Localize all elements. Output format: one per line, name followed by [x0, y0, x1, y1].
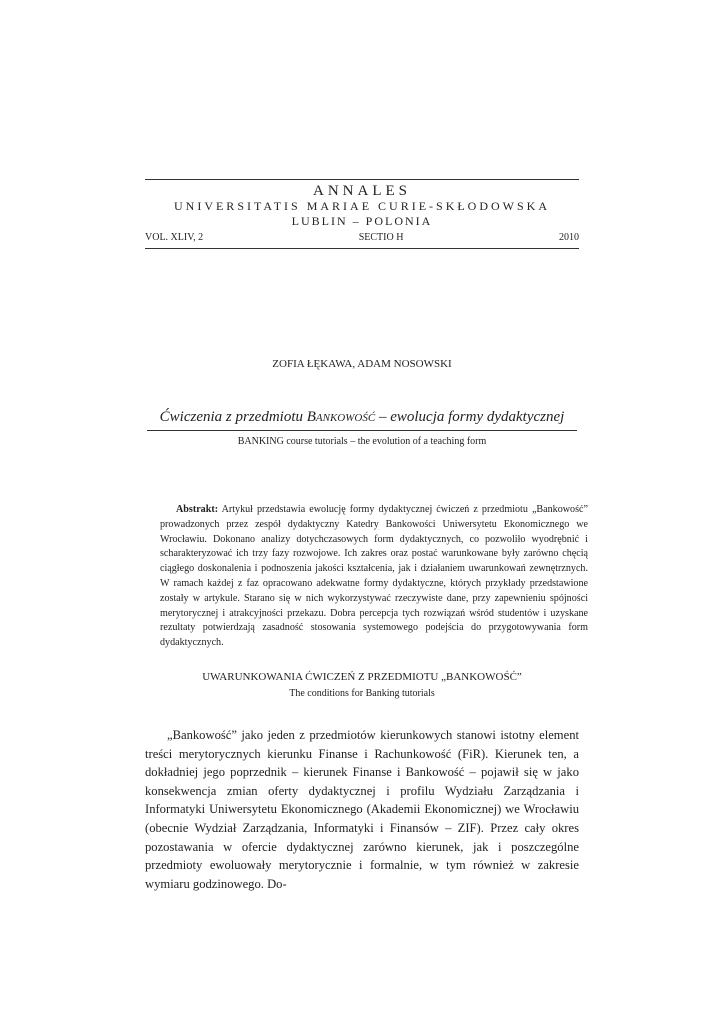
- abstract-label: Abstrakt:: [176, 504, 219, 515]
- body-paragraph: „Bankowość” jako jeden z przedmiotów kierunkowych stanowi istotny element treści merytorycznych kierunku Finanse i Rachunkowość (FiR). Kierunek ten, a dokładniej jego poprzednik – kierunek Finanse i Bankowość – pojawił się w jako konsekwencja zmian oferty dydaktycznej i profilu Wydziału Zarządzania i Informatyki Uniwersytetu Ekonomicznego (Akademii Ekonomicznej) we Wrocławiu (obecnie Wydział Zarządzania, Informatyki i Finansów – ZIF). Przez cały okres pozostawania w ofercie dydaktycznej zarówno kierunek, jak i poszczególne przedmioty ewoluowały merytorycznie i formalnie, w tym również w zakresie wymiaru godzinowego. Do-: [145, 728, 579, 891]
- volume-number: VOL. XLIV, 2: [145, 232, 204, 243]
- title-small-caps: Bankowość: [306, 409, 376, 425]
- volume-line: [145, 232, 579, 243]
- title-part-2: – ewolucja formy dydaktycznej: [375, 409, 565, 425]
- header-bottom-rule: [145, 248, 579, 249]
- english-title: BANKING course tutorials – the evolution of a teaching form: [237, 436, 487, 447]
- title-rule: [147, 430, 577, 431]
- section-label: SECTIO H: [358, 232, 404, 243]
- university-name: UNIVERSITATIS MARIAE CURIE-SKŁODOWSKA: [173, 199, 551, 213]
- header-top-rule: [145, 179, 579, 180]
- abstract: [160, 503, 588, 651]
- section-subheading: The conditions for Banking tutorials: [289, 688, 435, 699]
- abstract-text: Artykuł przedstawia ewolucję formy dydaktycznej ćwiczeń z przedmiotu „Bankowość” prowadzonych przez zespół dydaktyczny Katedry Bankowości Uniwersytetu Ekonomicznego we Wrocławiu. Dokonano analizy dotychczasowych form dydaktycznych, co pozwoliło wyodrębnić i scharakteryzować ich trzy fazy rozwojowe. Ich zakres oraz postać warunkowane były zarówno chęcią ciągłego doskonalenia i podnoszenia jakości kształcenia, jak i działaniem uwarunkowań zewnętrznych. W ramach każdej z faz opracowano adekwatne formy dydaktyczne, których przykłady przedstawione zostały w artykule. Starano się w nich wykorzystywać rzeczywiste dane, przy zapewnieniu spójności merytorycznej i atrakcyjności przekazu. Dobra percepcja tych rozwiązań wśród studentów i uzyskane rezultaty potwierdzają zasadność stosowania systemowego podejścia do przygotowywania form dydaktycznych.: [160, 504, 588, 649]
- journal-title: ANNALES: [313, 183, 411, 199]
- year: 2010: [558, 232, 579, 243]
- title-part-1: Ćwiczenia z przedmiotu: [159, 409, 307, 425]
- city-line: LUBLIN – POLONIA: [291, 214, 433, 228]
- article-title: [145, 409, 579, 426]
- section-heading: UWARUNKOWANIA ĆWICZEŃ Z PRZEDMIOTU „BANKOWOŚĆ”: [202, 671, 522, 683]
- authors: ZOFIA ŁĘKAWA, ADAM NOSOWSKI: [272, 358, 452, 370]
